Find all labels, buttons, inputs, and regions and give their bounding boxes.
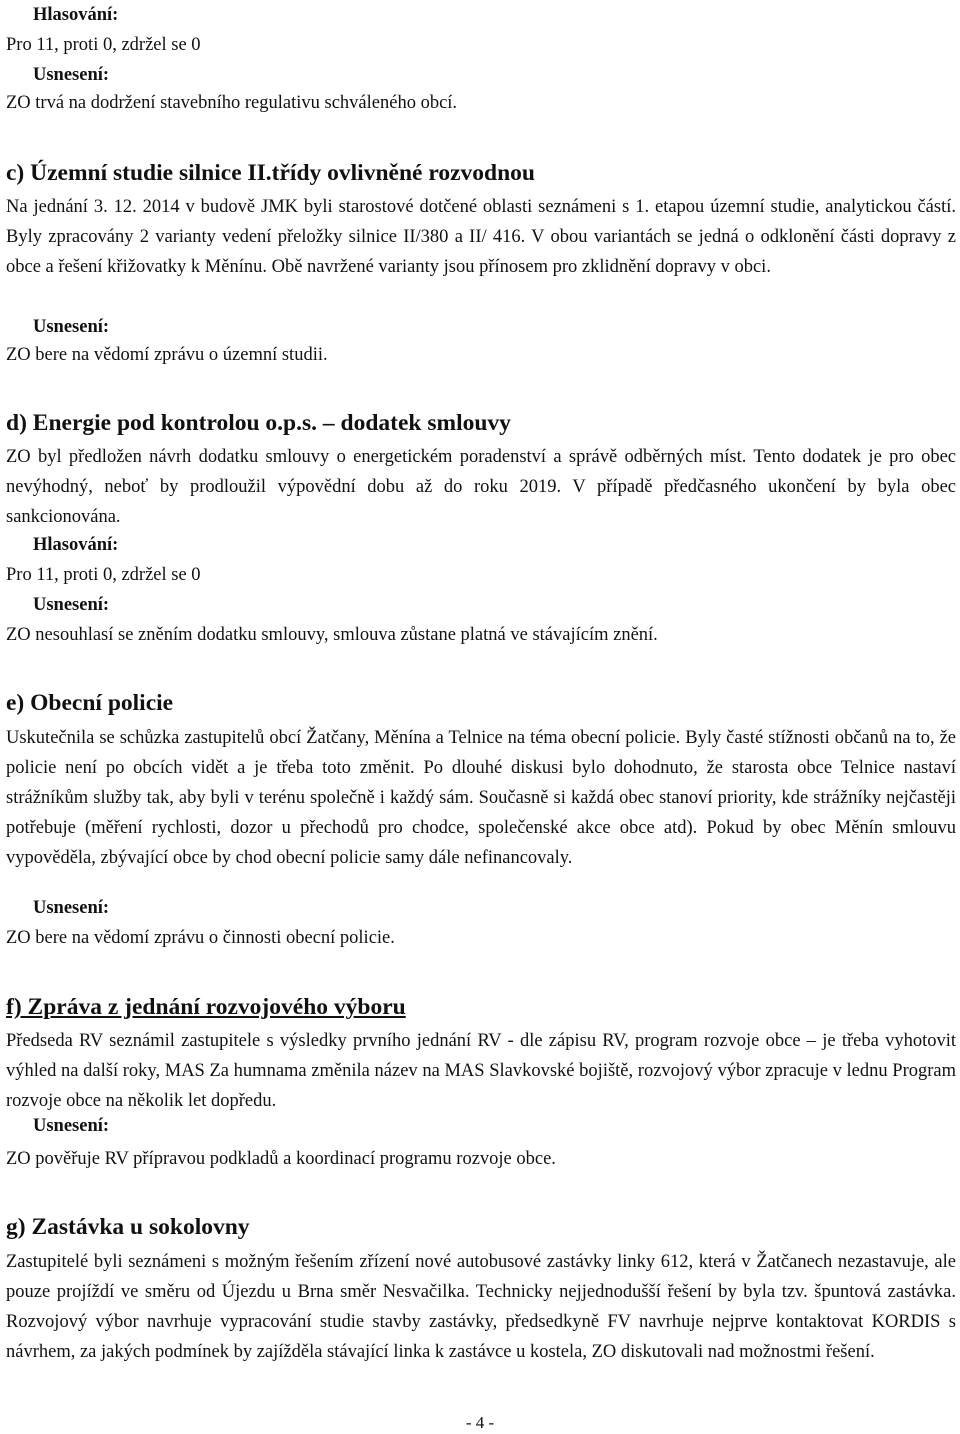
section-e-heading: e) Obecní policie (6, 690, 174, 716)
section-c-resolution-text: ZO bere na vědomí zprávu o územní studii. (6, 345, 328, 365)
section-f-body: Předseda RV seznámil zastupitele s výsledky prvního jednání RV - dle zápisu RV, program rozvoje obce – je třeba vyhotovit výhled na další roky, MAS Za humnama změnila název na MAS Slavkovské bojiště, rozvojový výbor zpracuje v lednu Program rozvoje obce na několik let dopředu. (6, 1031, 956, 1111)
section-f-resolution-label: Usnesení: (33, 1116, 110, 1136)
section-e-resolution-label: Usnesení: (33, 898, 110, 918)
section-c-body: Na jednání 3. 12. 2014 v budově JMK byli starostové dotčené oblasti seznámeni s 1. etapou územní studie, analytickou částí. Byly zpracovány 2 varianty vedení přeložky silnice II/380 a II/ 416. V obou variantách se jedná o odklonění části dopravy z obce a řešení křižovatky k Měnínu. Obě navržené varianty jsou přínosem pro zklidnění dopravy v obci. (6, 197, 956, 277)
section-e-body: Uskutečnila se schůzka zastupitelů obcí Žatčany, Měnína a Telnice na téma obecní policie. Byly časté stížnosti občanů na to, že policie není po obcích vidět a je třeba toto změnit. Po dlouhé diskusi bylo dohodnuto, že starosta obce Telnice nastaví strážníkům služby tak, aby byli v terénu společně i každý sám. Současně si každá obec stanoví priority, kde strážníky nejčastěji potřebuje (měření rychlosti, dozor u přechodů pro chodce, společenské akce obce atd). Pokud by obec Měnín smlouvu vypověděla, zbývající obce by chod obecní policie samy dále nefinancovaly. (6, 728, 956, 868)
resolution-label: Usnesení: (33, 65, 110, 85)
page-number: - 4 - (465, 1413, 495, 1432)
section-f-resolution-text: ZO pověřuje RV přípravou podkladů a koordinací programu rozvoje obce. (6, 1149, 556, 1169)
section-d-vote-result: Pro 11, proti 0, zdržel se 0 (6, 565, 201, 585)
section-f-heading: f) Zpráva z jednání rozvojového výboru (6, 994, 406, 1020)
section-d-heading: d) Energie pod kontrolou o.p.s. – dodatek smlouvy (6, 410, 511, 436)
section-d-body: ZO byl předložen návrh dodatku smlouvy o energetickém poradenství a správě odběrných míst. Tento dodatek je pro obec nevýhodný, neboť by prodloužil výpovědní dobu až do roku 2019. V případě předčasného ukončení by byla obec sankcionována. (6, 447, 956, 527)
resolution-text: ZO trvá na dodržení stavebního regulativu schváleného obcí. (6, 93, 458, 113)
section-g-heading: g) Zastávka u sokolovny (6, 1214, 250, 1240)
section-c-resolution-label: Usnesení: (33, 317, 110, 337)
section-g-body: Zastupitelé byli seznámeni s možným řešením zřízení nové autobusové zastávky linky 612, která v Žatčanech nezastavuje, ale pouze projíždí ve směru od Újezdu u Brna směr Nesvačilka. Technicky nejjednodušší řešení by byla tzv. špuntová zastávka. Rozvojový výbor navrhuje vypracování studie stavby zastávky, předsedkyně FV navrhuje nejprve kontaktovat KORDIS s návrhem, za jakých podmínek by zajížděla stávající linka k zastávce u kostela, ZO diskutovali nad možnostmi řešení. (6, 1252, 956, 1362)
section-d-resolution-label: Usnesení: (33, 595, 110, 615)
section-d-vote-label: Hlasování: (33, 535, 119, 555)
section-c-heading: c) Územní studie silnice II.třídy ovlivněné rozvodnou (6, 160, 535, 186)
vote-result: Pro 11, proti 0, zdržel se 0 (6, 35, 201, 55)
section-d-resolution-text: ZO nesouhlasí se zněním dodatku smlouvy, smlouva zůstane platná ve stávajícím znění. (6, 625, 658, 645)
section-e-resolution-text: ZO bere na vědomí zprávu o činnosti obecní policie. (6, 928, 395, 948)
vote-label: Hlasování: (33, 5, 119, 25)
